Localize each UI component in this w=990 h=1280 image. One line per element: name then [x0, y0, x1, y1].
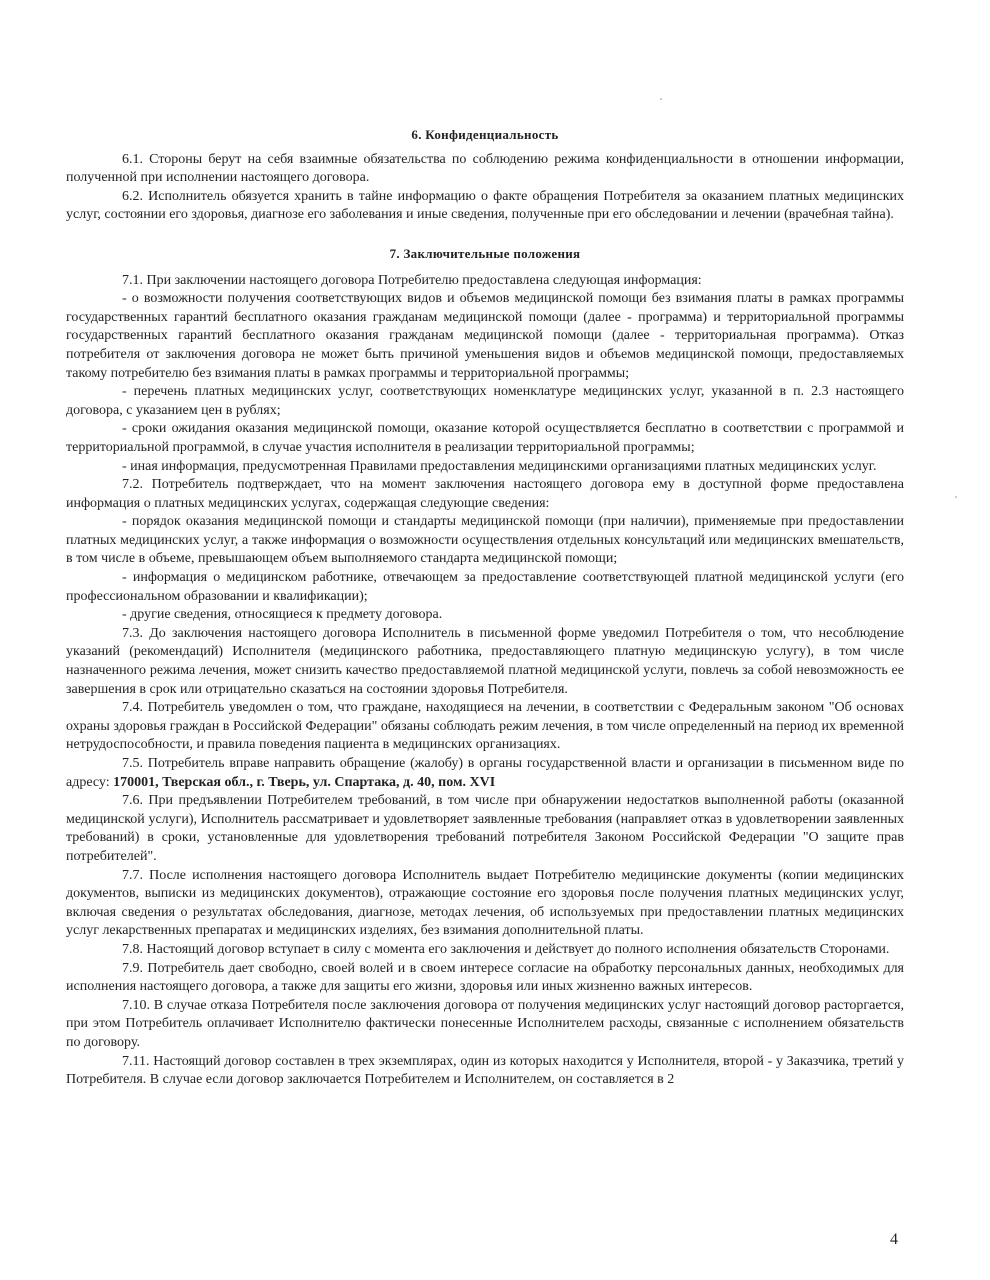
section-7-heading: 7. Заключительные положения — [389, 245, 581, 261]
scan-speck — [660, 98, 662, 100]
paragraph-7-4: 7.4. Потребитель уведомлен о том, что граждане, находящиеся на лечении, в соответствии с Федеральным законом "Об основах охраны здоровья граждан в Российской Федерации" обязаны соблюдать режим лечения, в том числе определенный на период их временной нетрудоспособности, и правила поведения пациента в медицинских организациях. — [66, 700, 904, 753]
paragraph-7-2: 7.2. Потребитель подтверждает, что на момент заключения настоящего договора ему в доступной форме предоставлена информация о платных медицинских услугах, содержащая следующие сведения: — [66, 477, 904, 511]
paragraph-7-11: 7.11. Настоящий договор составлен в трех экземплярах, один из которых находится у Исполнителя, второй - у Заказчика, третий у Потребителя. В случае если договор заключается Потребителем и Исполнителем, он составляется в 2 — [66, 1053, 904, 1088]
paragraph-7-10: 7.10. В случае отказа Потребителя после заключения договора от получения медицинских услуг настоящий договор расторгается, при этом Потребитель оплачивает Исполнителю фактически понесенные Исполнителем расходы, связанные с исполнением обязательств по договору. — [66, 997, 904, 1050]
paragraph-7-9: 7.9. Потребитель дает свободно, своей волей и в своем интересе согласие на обработку персональных данных, необходимых для исполнения настоящего договора, а также для защиты его жизни, здоровья или иных жизненно важных интересов. — [66, 960, 904, 995]
paragraph-6-2: 6.2. Исполнитель обязуется хранить в тайне информацию о факте обращения Потребителя за оказанием платных медицинских услуг, состоянии его здоровья, диагнозе его заболевания и иные сведения, полученные при его обследовании и лечении (врачебная тайна). — [66, 188, 904, 223]
paragraph-7-1-a: - о возможности получения соответствующих видов и объемов медицинской помощи без взимания платы в рамках программы государственных гарантий бесплатного оказания гражданам медицинской помощи (далее - программа) и территориальной программы государственных гарантий бесплатного оказания гражданам медицинской помощи (далее - территориальная программа). Отказ потребителя от заключения договора не может быть причиной уменьшения видов и объемов медицинской помощи, предоставляемых такому потребителю без взимания платы в рамках программы и территориальной программы; — [66, 291, 904, 381]
paragraph-7-1-c: - сроки ожидания оказания медицинской помощи, оказание которой осуществляется бесплатно в соответствии с программой и территориальной программой, в случае участия исполнителя в реализации территориальной программы; — [66, 421, 904, 455]
paragraph-7-5 — [66, 755, 904, 792]
paragraph-7-1: 7.1. При заключении настоящего договора Потребителю предоставлена следующая информация: — [122, 272, 702, 288]
paragraph-7-3: 7.3. До заключения настоящего договора Исполнитель в письменной форме уведомил Потребителя о том, что несоблюдение указаний (рекомендаций) Исполнителя (медицинского работника, предоставляющего платную медицинскую услугу), в том числе назначенного режима лечения, может снизить качество предоставляемой платной медицинской услуги, повлечь за собой невозможность ее завершения в срок или отрицательно сказаться на состоянии здоровья Потребителя. — [66, 625, 904, 697]
complaint-address: 170001, Тверская обл., г. Тверь, ул. Спартака, д. 40, пом. XVI — [113, 774, 496, 790]
paragraph-7-8: 7.8. Настоящий договор вступает в силу с момента его заключения и действует до полного исполнения обязательств Сторонами. — [122, 941, 890, 957]
scan-speck — [955, 496, 957, 498]
paragraph-7-1-b: - перечень платных медицинских услуг, соответствующих номенклатуре медицинских услуг, указанной в п. 2.3 настоящего договора, с указанием цен в рублях; — [66, 384, 904, 418]
paragraph-7-2-c: - другие сведения, относящиеся к предмету договора. — [122, 607, 443, 623]
paragraph-7-5-text: 7.5. Потребитель вправе направить обращение (жалобу) в органы государственной власти и организации в письменном виде по адресу: — [66, 756, 904, 790]
paragraph-7-2-b: - информация о медицинском работнике, отвечающем за предоставление соответствующей платной медицинской услуги (его профессиональном образовании и квалификации); — [66, 570, 904, 604]
section-6-heading: 6. Конфиденциальность — [411, 127, 559, 142]
page-number: 4 — [890, 1231, 898, 1248]
paragraph-7-6: 7.6. При предъявлении Потребителем требований, в том числе при обнаружении недостатков выполненной работы (оказанной медицинской услуги), Исполнитель рассматривает и удовлетворяет заявленные требования (направляет отказ в удовлетворении заявленных требований) в сроки, установленные для удовлетворения требований потребителя Законом Российской Федерации "О защите прав потребителей". — [66, 793, 904, 864]
paragraph-6-1: 6.1. Стороны берут на себя взаимные обязательства по соблюдению режима конфиденциальности в отношении информации, полученной при исполнении настоящего договора. — [66, 151, 904, 186]
paragraph-7-7: 7.7. После исполнения настоящего договора Исполнитель выдает Потребителю медицинские документы (копии медицинских документов, выписки из медицинских документов), отражающие состояние его здоровья после получения платных медицинских услуг, включая сведения о результатах обследования, диагнозе, методах лечения, об используемых при предоставлении платных медицинских услуг лекарственных препаратах и медицинских изделиях, без взимания дополнительной платы. — [66, 867, 904, 939]
paragraph-7-1-d: - иная информация, предусмотренная Правилами предоставления медицинскими организациями платных медицинских услуг. — [122, 458, 877, 474]
document-page — [66, 126, 904, 1090]
paragraph-7-2-a: - порядок оказания медицинской помощи и стандарты медицинской помощи (при наличии), применяемые при предоставлении платных медицинских услуг, а также информация о возможности осуществления отдельных консультаций или медицинских вмешательств, в том числе в объеме, превышающем объем выполняемого стандарта медицинской помощи; — [66, 514, 904, 567]
